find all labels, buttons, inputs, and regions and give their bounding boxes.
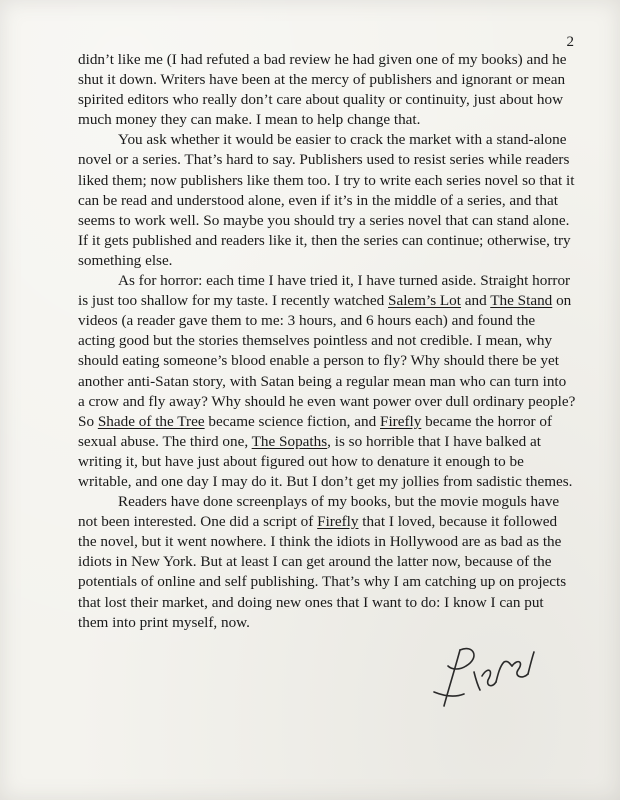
signature-stroke-p	[444, 650, 460, 706]
paragraph-4-text-a: Readers have done screenplays of my books, but the movie moguls have not been interested. One did a script of	[78, 493, 560, 531]
title-shade-of-the-tree: Shade of the Tree	[97, 412, 205, 430]
title-the-stand: The Stand	[490, 292, 553, 310]
signature-drawing	[430, 636, 540, 716]
title-firefly: Firefly	[380, 412, 422, 430]
paragraph-3-text-a: As for horror: each time I have tried it, I have turned aside. Straight horror is just too shallow for my taste. I recently watched	[78, 272, 571, 310]
paragraph-3-text-e: became the horror of sexual abuse. The third one,	[78, 412, 553, 450]
paragraph-3-text-d: became science fiction, and	[204, 412, 380, 430]
paragraph-2	[78, 130, 576, 271]
paragraph-3-text-c: on videos (a reader gave them to me: 3 hours, and 6 hours each) and found the acting good but the stories themselves pointless and not credible. I mean, why should eating someone’s blood enable a person to fly? Why should there be yet another anti-Satan story, with Satan being a regular mean man who can turn into a crow and fly away? Why should he even want power over dull ordinary people? So	[78, 292, 576, 430]
signature-stroke-tail	[528, 652, 534, 674]
title-the-sopaths: The Sopaths	[251, 432, 328, 450]
paragraph-1-text: didn’t like me (I had refuted a bad review he had given one of my books) and he shut it down. Writers have been at the mercy of publishers and ignorant or mean spirited editors who really don’t care about quality or continuity, just about how much money they can make. I mean to help change that.	[78, 51, 567, 129]
page-number: 2	[566, 34, 574, 50]
paragraph-4	[78, 492, 576, 633]
title-salems-lot: Salem’s Lot	[388, 292, 461, 310]
paragraph-4-text-b: that I loved, because it followed the novel, but it went nowhere. I think the idiots in Hollywood are as bad as the idiots in New York. But at least I can get around the latter now, because of the potentials of online and self publishing. That’s why I am catching up on projects that lost their market, and doing new ones that I want to do: I know I can put them into print myself, now.	[78, 513, 567, 631]
paragraph-3-text-b: and	[461, 292, 491, 310]
letter-body	[78, 50, 576, 633]
signature-stroke-flourish	[434, 692, 464, 696]
paragraph-3-text-f: , is so horrible that I have balked at writing it, but have just about figured out how to denature it enough to be writable, and one day I may do it. But I don’t get my jollies from sadistic themes.	[78, 432, 573, 490]
signature-stroke-e	[482, 670, 496, 685]
signature-stroke-s	[512, 662, 528, 677]
handwritten-signature	[430, 636, 540, 716]
title-firefly-script: Firefly	[317, 513, 359, 531]
signature-stroke-r	[496, 661, 512, 682]
paragraph-2-text: You ask whether it would be easier to crack the market with a stand-alone novel or a series. That’s hard to say. Publishers used to resist series while readers liked them; now publishers like them too. I try to write each series novel so that it can be read and understood alone, even if it’s in the middle of a series, and that seems to work well. So maybe you should try a series novel that can stand alone. If it gets published and readers like it, then the series can continue; otherwise, try something else.	[78, 131, 575, 269]
paragraph-1	[78, 50, 576, 130]
paragraph-3	[78, 271, 576, 492]
signature-stroke-p-loop	[448, 649, 474, 669]
signature-stroke-i	[474, 672, 480, 690]
